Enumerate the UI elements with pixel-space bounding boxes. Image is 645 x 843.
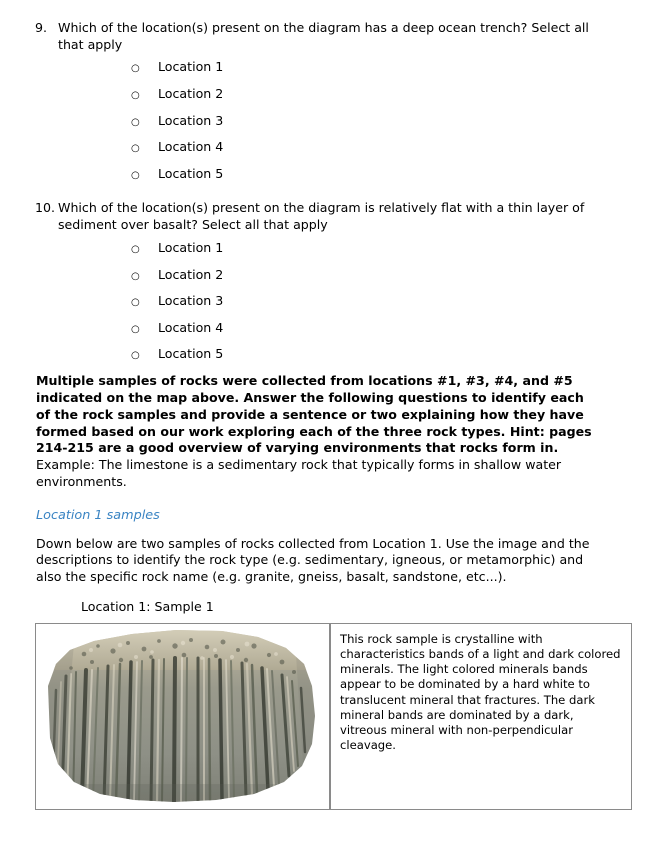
question-10-options bbox=[28, 240, 617, 373]
instructions-bold-text: Multiple samples of rocks were collected from locations #1, #3, #4, and #5 indicated on the map above. Answer the following questions to identify each of the rock samples and provide a sentence or two explaining how they have formed based on our work exploring each of the three rock types. Hint: pages 214-215 are a good overview of varying environments that rocks form in. bbox=[36, 372, 592, 456]
option-label: Location 3 bbox=[158, 112, 224, 128]
option-label: Location 5 bbox=[158, 346, 224, 362]
option-q10-location-3[interactable] bbox=[28, 293, 617, 320]
circle-bullet-icon: ○ bbox=[131, 270, 140, 282]
circle-bullet-icon: ○ bbox=[131, 143, 140, 155]
option-label: Location 5 bbox=[158, 165, 224, 181]
option-label: Location 2 bbox=[158, 86, 224, 102]
option-label: Location 1 bbox=[158, 59, 224, 75]
circle-bullet-icon: ○ bbox=[131, 297, 140, 309]
question-10 bbox=[28, 200, 617, 233]
option-q9-location-4[interactable] bbox=[28, 139, 617, 166]
sample-label: Location 1: Sample 1 bbox=[81, 598, 214, 614]
sample-table bbox=[35, 623, 632, 810]
option-q9-location-2[interactable] bbox=[28, 86, 617, 113]
rock-illustration-icon bbox=[36, 624, 329, 809]
rock-specimen-image bbox=[36, 624, 329, 809]
table-row bbox=[35, 623, 632, 810]
circle-bullet-icon: ○ bbox=[131, 116, 140, 128]
question-9-text: Which of the location(s) present on the diagram has a deep ocean trench? Select all that apply bbox=[58, 20, 589, 52]
option-label: Location 1 bbox=[158, 239, 224, 255]
circle-bullet-icon: ○ bbox=[131, 90, 140, 102]
circle-bullet-icon: ○ bbox=[131, 350, 140, 362]
question-9 bbox=[28, 20, 617, 53]
question-10-text: Which of the location(s) present on the diagram is relatively flat with a thin layer of sediment over basalt? Select all that apply bbox=[58, 200, 585, 233]
option-q9-location-3[interactable] bbox=[28, 113, 617, 140]
rock-image-cell bbox=[35, 623, 330, 810]
option-q9-location-1[interactable] bbox=[28, 59, 617, 86]
option-label: Location 2 bbox=[158, 266, 224, 282]
option-label: Location 4 bbox=[158, 319, 224, 335]
option-label: Location 4 bbox=[158, 139, 224, 155]
question-10-number: 10. bbox=[35, 200, 56, 216]
circle-bullet-icon: ○ bbox=[131, 323, 140, 335]
option-q9-location-5[interactable] bbox=[28, 166, 617, 193]
circle-bullet-icon: ○ bbox=[131, 243, 140, 255]
option-q10-location-1[interactable] bbox=[28, 240, 617, 267]
circle-bullet-icon: ○ bbox=[131, 63, 140, 75]
option-label: Location 3 bbox=[158, 293, 224, 309]
question-9-options bbox=[28, 59, 617, 192]
section-heading-location-1-samples: Location 1 samples bbox=[36, 508, 160, 523]
instructions-example-text: Example: The limestone is a sedimentary rock that typically forms in shallow water environments. bbox=[36, 457, 562, 490]
circle-bullet-icon: ○ bbox=[131, 169, 140, 181]
option-q10-location-4[interactable] bbox=[28, 320, 617, 347]
question-9-number: 9. bbox=[35, 20, 48, 35]
intro-paragraph: Down below are two samples of rocks collected from Location 1. Use the image and the descriptions to identify the rock type (e.g. sedimentary, igneous, or metamorphic) and also the specific rock name (e.g. granite, gneiss, basalt, sandstone, etc...). bbox=[36, 535, 590, 585]
instructions-paragraph bbox=[28, 373, 617, 491]
option-q10-location-2[interactable] bbox=[28, 267, 617, 294]
option-q10-location-5[interactable] bbox=[28, 346, 617, 373]
rock-description-cell: This rock sample is crystalline with characteristics bands of a light and dark colored minerals. The light colored minerals bands appear to be dominated by a hard white to translucent mineral that fractures. The dark mineral bands are dominated by a dark, vitreous mineral with non-perpendicular cleavage. bbox=[330, 623, 632, 810]
